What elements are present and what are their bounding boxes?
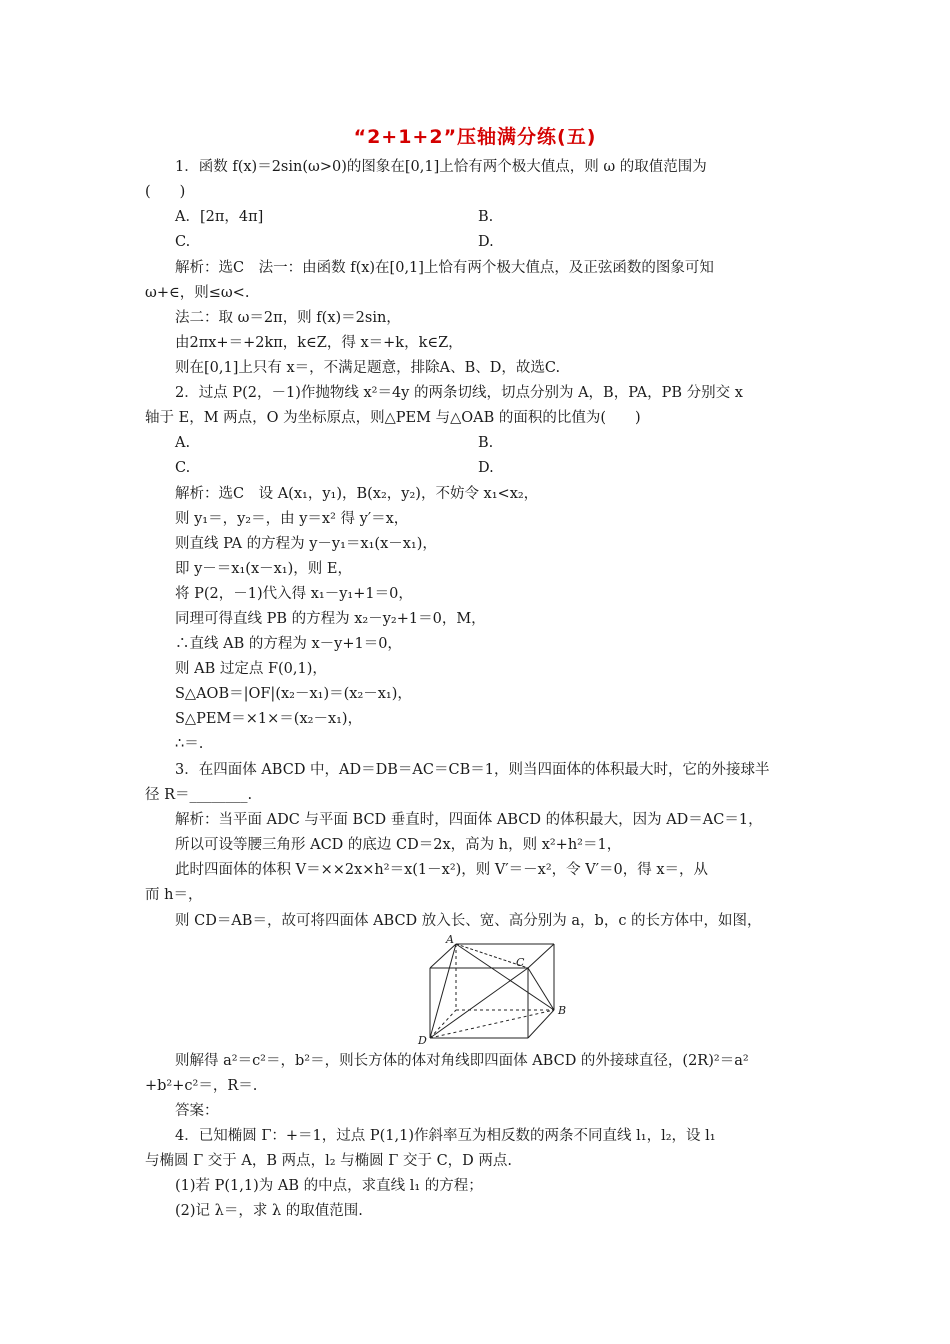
q4-stem-line-1: 4．已知椭圆 Γ：+＝1，过点 P(1,1)作斜率互为相反数的两条不同直线 l₁，l₂，设 l₁: [175, 1128, 716, 1144]
cuboid-diagram: [410, 934, 580, 1046]
vertex-label-b: B: [558, 1004, 567, 1017]
tetra-edge-db: [430, 1010, 554, 1038]
q1-solution-line-2: ω+∈，则≤ω<.: [145, 285, 250, 301]
q2-stem-line-2: 轴于 E，M 两点，O 为坐标原点，则△PEM 与△OAB 的面积的比值为( ): [145, 410, 641, 426]
q3-solution-line-7: +b²+c²＝，R＝.: [145, 1078, 258, 1094]
q2-option-b: B.: [478, 435, 494, 451]
cuboid-edge: [528, 944, 554, 968]
q3-solution-line-1: 解析：当平面 ADC 与平面 BCD 垂直时，四面体 ABCD 的体积最大，因为 AD＝AC＝1，: [175, 812, 763, 828]
q2-solution-line-11: ∴＝.: [175, 736, 204, 752]
q3-stem-line-2: 径 R＝________.: [145, 787, 253, 803]
q1-solution-line-3: 法二：取 ω＝2π，则 f(x)＝2sin，: [175, 310, 401, 326]
vertex-label-d: D: [418, 1034, 427, 1046]
q2-option-d: D.: [478, 460, 494, 476]
page-title: “2+1+2”压轴满分练(五): [353, 126, 597, 148]
q2-option-c: C.: [175, 460, 191, 476]
q1-stem-line-2: ( ): [145, 184, 186, 200]
q1-solution-line-5: 则在[0,1]上只有 x＝，不满足题意，排除A、B、D，故选C.: [175, 360, 561, 376]
q2-option-a: A.: [175, 435, 191, 451]
q3-solution-line-5: 则 CD＝AB＝，故可将四面体 ABCD 放入长、宽、高分别为 a，b，c 的长方体中，如图，: [175, 913, 762, 929]
cuboid-edge: [528, 1010, 554, 1038]
q1-option-a: A．[2π，4π]: [175, 209, 264, 225]
q2-solution-line-10: S△PEM＝×1×＝(x₂－x₁)，: [175, 711, 363, 727]
q2-solution-line-2: 则 y₁＝，y₂＝，由 y＝x² 得 y′＝x，: [175, 511, 409, 527]
q2-solution-line-5: 将 P(2，－1)代入得 x₁－y₁+1＝0，: [175, 586, 413, 602]
q2-solution-line-3: 则直线 PA 的方程为 y－y₁＝x₁(x－x₁)，: [175, 536, 437, 552]
q3-solution-line-6: 则解得 a²＝c²＝，b²＝，则长方体的体对角线即四面体 ABCD 的外接球直径，(2R)²＝a²: [175, 1053, 749, 1069]
q1-option-d: D.: [478, 234, 494, 250]
q2-solution-line-8: 则 AB 过定点 F(0,1)，: [175, 661, 327, 677]
vertex-label-c: C: [516, 956, 525, 969]
q4-stem-line-2: 与椭圆 Γ 交于 A，B 两点，l₂ 与椭圆 Γ 交于 C，D 两点.: [145, 1153, 513, 1169]
tetra-edge-cd: [430, 968, 528, 1038]
q3-stem-line-1: 3．在四面体 ABCD 中，AD＝DB＝AC＝CB＝1，则当四面体的体积最大时，它的外接球半: [175, 762, 770, 778]
q1-stem-line-1: 1．函数 f(x)＝2sin(ω>0)的图象在[0,1]上恰有两个极大值点，则 ω 的取值范围为: [175, 159, 707, 175]
q1-solution-line-4: 由2πx+＝+2kπ，k∈Z，得 x＝+k，k∈Z，: [175, 335, 463, 351]
q2-stem-line-1: 2．过点 P(2，－1)作抛物线 x²＝4y 的两条切线，切点分别为 A，B，PA，PB 分别交 x: [175, 385, 743, 401]
q1-option-c: C.: [175, 234, 191, 250]
tetra-edge-cb: [528, 968, 554, 1010]
cuboid-tetrahedron-figure: [410, 934, 580, 1046]
q3-solution-line-4: 而 h＝，: [145, 887, 203, 903]
q2-solution-line-9: S△AOB＝|OF|(x₂－x₁)＝(x₂－x₁)，: [175, 686, 412, 702]
vertex-label-a: A: [446, 934, 454, 946]
q3-solution-line-2: 所以可设等腰三角形 ACD 的底边 CD＝2x，高为 h，则 x²+h²＝1，: [175, 837, 622, 853]
q2-solution-line-7: ∴直线 AB 的方程为 x－y+1＝0，: [175, 636, 402, 652]
q4-part-1: (1)若 P(1,1)为 AB 的中点，求直线 l₁ 的方程；: [175, 1178, 483, 1194]
q2-solution-line-1: 解析：选C 设 A(x₁，y₁)，B(x₂，y₂)，不妨令 x₁<x₂，: [175, 486, 539, 502]
q2-solution-line-4: 即 y－＝x₁(x－x₁)，则 E，: [175, 561, 352, 577]
q1-option-b: B.: [478, 209, 494, 225]
q2-solution-line-6: 同理可得直线 PB 的方程为 x₂－y₂+1＝0，M，: [175, 611, 486, 627]
cuboid-edge: [430, 944, 456, 968]
tetra-edge-ab: [456, 944, 554, 1010]
q1-solution-line-1: 解析：选C 法一：由函数 f(x)在[0,1]上恰有两个极大值点，及正弦函数的图象可知: [175, 260, 714, 276]
q3-solution-line-3: 此时四面体的体积 V＝××2x×h²＝x(1－x²)，则 V′＝－x²，令 V′＝0，得 x＝，从: [175, 862, 709, 878]
q3-answer-label: 答案：: [175, 1103, 219, 1119]
q4-part-2: (2)记 λ＝，求 λ 的取值范围.: [175, 1203, 363, 1219]
